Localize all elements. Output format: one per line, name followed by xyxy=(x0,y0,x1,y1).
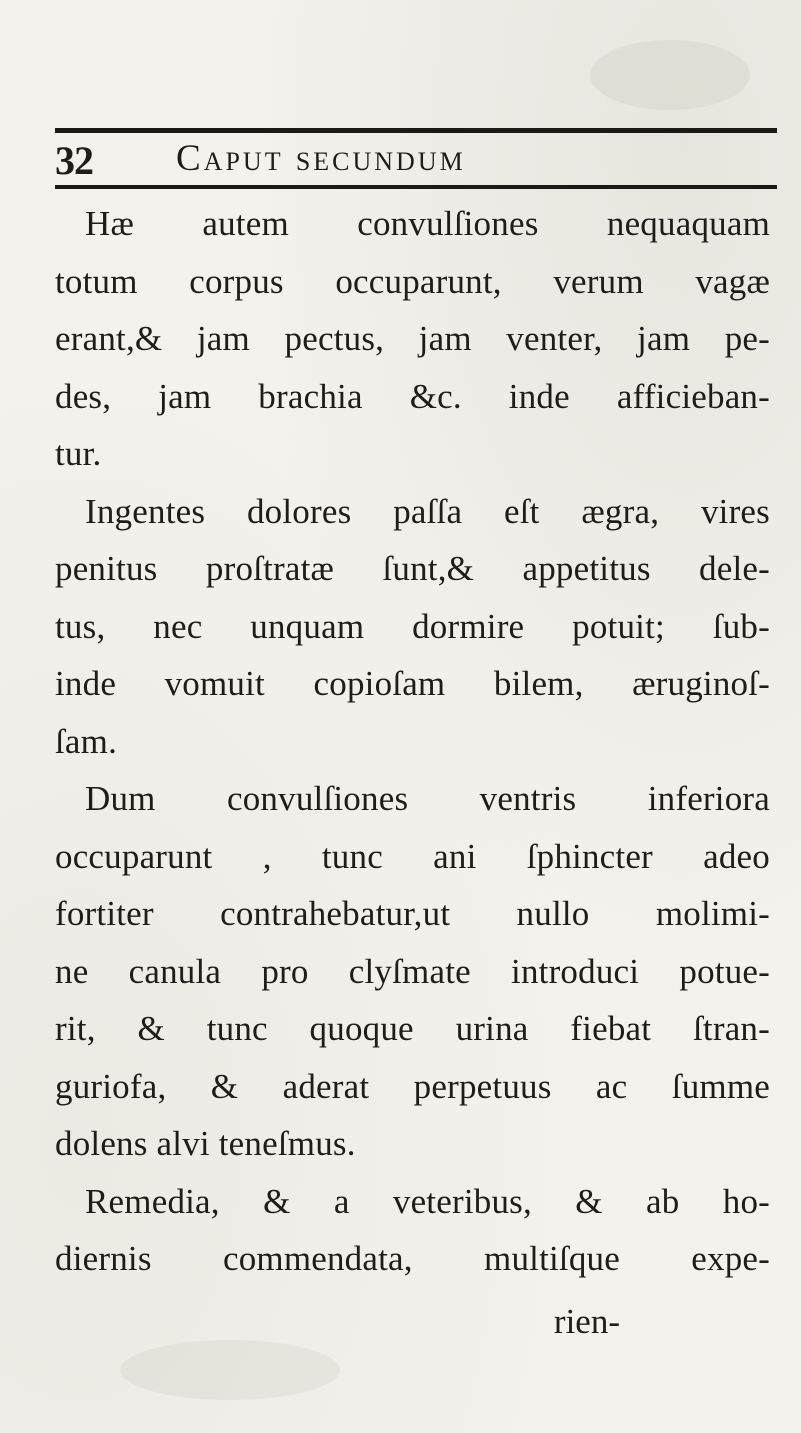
text-line: tur. xyxy=(55,434,102,473)
text-line: ne canula pro clyſmate introduci potue- xyxy=(55,951,770,991)
text-line: occuparunt , tunc ani ſphincter adeo xyxy=(55,836,770,876)
header-rule-bottom xyxy=(55,185,777,189)
text-line: Hæ autem convulſiones nequaquam xyxy=(85,204,770,243)
catchword: rien- xyxy=(553,1302,620,1341)
text-line: penitus proſtratæ ſunt,& appetitus dele- xyxy=(55,549,770,588)
text-line: des, jam brachia &c. inde afficieban- xyxy=(55,376,770,416)
text-line: dolens alvi teneſmus. xyxy=(55,1124,356,1163)
page-header xyxy=(55,133,777,185)
text-line: totum corpus occuparunt, verum vagæ xyxy=(55,261,770,301)
text-line: tus, nec unquam dormire potuit; ſub- xyxy=(55,606,770,646)
running-head: Caput secundum xyxy=(176,138,466,179)
text-line: diernis commendata, multiſque expe- xyxy=(55,1239,770,1278)
page-number: 32 xyxy=(55,138,93,183)
text-line: Dum convulſiones ventris inferiora xyxy=(85,779,770,818)
text-line: fortiter contrahebatur,ut nullo molimi- xyxy=(55,894,770,933)
paper-stain xyxy=(120,1340,340,1400)
text-line: Ingentes dolores paſſa eſt ægra, vires xyxy=(85,491,770,531)
text-line: Remedia, & a veteribus, & ab ho- xyxy=(85,1181,770,1221)
text-line: erant,& jam pectus, jam venter, jam pe- xyxy=(55,319,770,358)
text-line: guriofa, & aderat perpetuus ac ſumme xyxy=(55,1066,770,1106)
paper-stain xyxy=(590,40,750,110)
text-line: inde vomuit copioſam bilem, æruginoſ- xyxy=(55,664,770,703)
text-line: rit, & tunc quoque urina fiebat ſtran- xyxy=(55,1009,770,1048)
body-text xyxy=(55,195,770,1288)
text-line: ſam. xyxy=(55,721,118,761)
